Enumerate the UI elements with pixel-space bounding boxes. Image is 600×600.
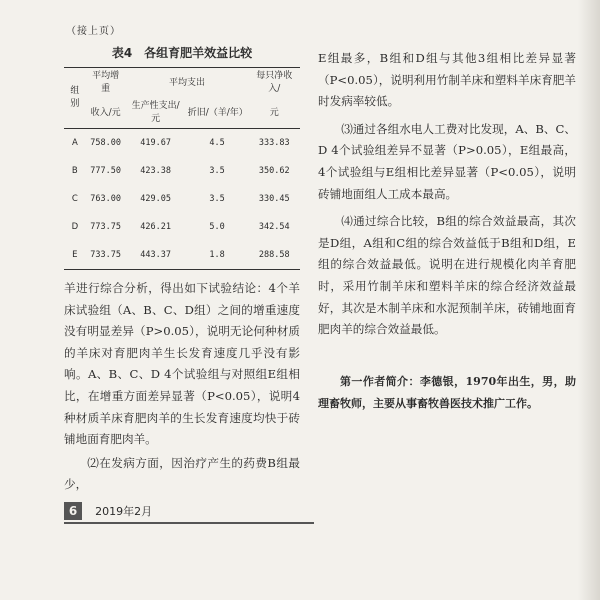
table-row — [64, 213, 300, 241]
cell-gain: 733.75 — [90, 250, 121, 260]
left-paragraph-2: ⑵在发病方面，因治疗产生的药费B组最少， — [64, 455, 300, 492]
cell-dep: 1.8 — [209, 250, 225, 260]
cell-dep: 3.5 — [209, 166, 225, 176]
header-avg-cost: 平均支出 — [169, 77, 206, 88]
cell-dep: 5.0 — [209, 222, 225, 232]
cell-net: 288.58 — [258, 250, 290, 260]
table-row — [64, 157, 300, 185]
right-paragraph-1: E组最多，B组和D组与其他3组相比差异显著（P<0.05），说明利用竹制羊床和塑料羊床育肥羊时发病率较低。 — [318, 51, 576, 109]
author-bio: 第一作者简介：李德银，1970年出生，男，助理畜牧师，主要从事畜牧兽医技术推广工作。 — [318, 374, 576, 410]
cell-group: A — [71, 138, 78, 148]
page-edge-shadow — [578, 0, 600, 600]
continued-note: （接上页） — [66, 26, 121, 37]
cell-cost: 419.67 — [140, 138, 171, 148]
header-production-cost: 生产性支出/元 — [131, 101, 180, 124]
header-depreciation: 折旧/（羊/年） — [187, 107, 248, 118]
header-net-income-1: 每只净收入/ — [256, 71, 293, 94]
right-column — [318, 48, 576, 415]
cell-cost: 426.21 — [140, 222, 171, 232]
cell-gain: 773.75 — [90, 222, 121, 232]
table-row — [64, 185, 300, 213]
table-row — [64, 241, 300, 270]
cell-cost: 429.05 — [140, 194, 171, 204]
issue-date: 2019年2月 — [95, 504, 153, 518]
table-title: 表4 各组育肥羊效益比较 — [111, 46, 253, 60]
cell-net: 333.83 — [258, 138, 290, 148]
page-footer — [64, 500, 304, 522]
cell-group: C — [71, 194, 78, 204]
cell-group: D — [71, 222, 79, 232]
cell-net: 330.45 — [258, 194, 290, 204]
cell-dep: 3.5 — [209, 194, 225, 204]
left-paragraph-1: 羊进行综合分析，得出如下试验结论：4个羊床试验组（A、B、C、D组）之间的增重速度没有明显差异（P>0.05），说明无论何种材质的羊床对育肥肉羊生长发育速度几乎没有影响。A、B、C、D 4个试验组与对照组E组相比，在增重方面差异显著（P<0.05），说明4种材质羊床育肥肉羊的生长发育速度均快于砖铺地面育肥肉羊。 — [64, 281, 300, 447]
cell-group: E — [72, 250, 78, 260]
cell-gain: 758.00 — [90, 138, 121, 148]
right-paragraph-2: ⑶通过各组水电人工费对比发现，A、B、C、D 4个试验组差异不显著（P>0.05），E组最高，4个试验组与E组相比差异显著（P<0.05），说明砖铺地面组人工成本最高。 — [318, 121, 576, 201]
cell-dep: 4.5 — [209, 138, 225, 148]
right-paragraph-3: ⑷通过综合比较，B组的综合效益最高，其次是D组，A组和C组的综合效益低于B组和D组，E组的综合效益最低。说明在进行规模化肉羊育肥时，采用竹制羊床和塑料羊床的综合经济效益最好，其次是木制羊床和水泥预制羊床，砖铺地面育肥肉羊的综合效益最低。 — [318, 214, 576, 337]
cell-group: B — [71, 166, 78, 176]
cell-cost: 443.37 — [140, 250, 171, 260]
benefit-table — [64, 67, 300, 270]
cell-net: 342.54 — [258, 222, 290, 232]
cell-gain: 777.50 — [90, 166, 121, 176]
page-number: 6 — [64, 502, 82, 520]
header-net-income-2: 元 — [269, 107, 279, 118]
cell-net: 350.62 — [258, 166, 290, 176]
header-avg-gain-1: 平均增重 — [92, 71, 120, 94]
table-row — [64, 129, 300, 158]
cell-cost: 423.38 — [140, 166, 171, 176]
header-avg-gain-2: 收入/元 — [90, 107, 121, 118]
footer-rule — [64, 522, 314, 524]
cell-gain: 763.00 — [90, 194, 121, 204]
header-group: 组别 — [70, 86, 80, 109]
left-column — [64, 44, 300, 496]
